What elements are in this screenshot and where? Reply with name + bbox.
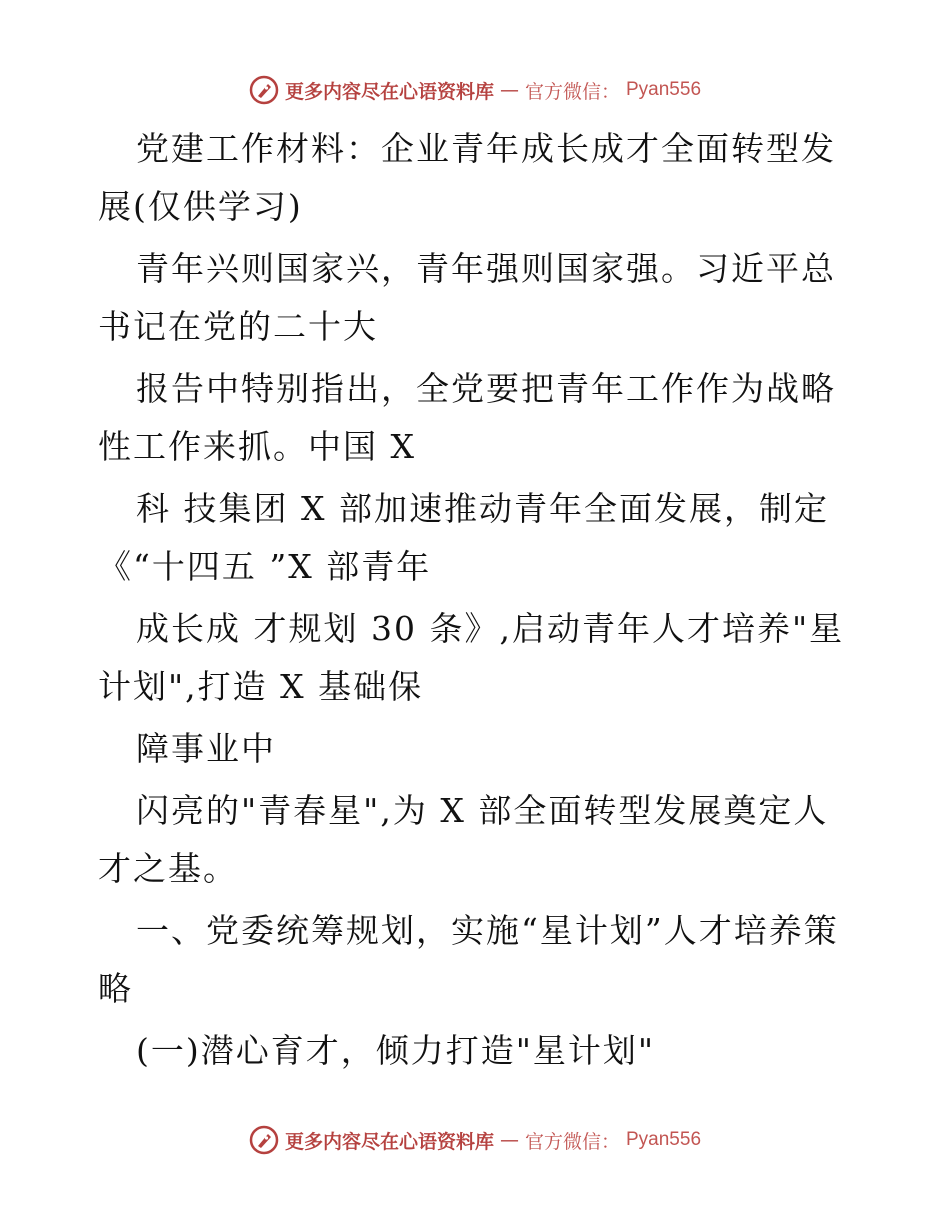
document-title: 党建工作材料：企业青年成长成才全面转型发展(仅供学习) — [98, 129, 836, 226]
document-body — [98, 120, 858, 1080]
watermark-footer — [0, 1120, 950, 1160]
paragraph: 报告中特别指出，全党要把青年工作作为战略性工作来抓。中国 X — [98, 369, 836, 466]
paragraph: 成长成 才规划 30 条》,启动青年人才培养"星计划",打造 X 基础保 — [98, 609, 845, 706]
pen-nib-logo-icon — [249, 75, 279, 105]
section-heading: 一、党委统筹规划，实施“星计划”人才培养策略 — [98, 911, 839, 1008]
paragraph: 青年兴则国家兴，青年强则国家强。习近平总书记在党的二十大 — [98, 249, 836, 346]
paragraph: 科 技集团 X 部加速推动青年全面发展，制定《“十四五 ”X 部青年 — [98, 489, 829, 586]
watermark-wechat-id: Pyan556 — [626, 79, 702, 100]
watermark-header — [0, 70, 950, 110]
watermark-wechat-label: 官方微信： — [524, 80, 620, 103]
paragraph: 闪亮的"青春星",为 X 部全面转型发展奠定人才之基。 — [98, 791, 829, 888]
watermark-site-text: 更多内容尽在心语资料库 — [284, 80, 494, 103]
watermark-wechat-id: Pyan556 — [626, 1129, 702, 1150]
subsection-heading: (一)潜心育才，倾力打造"星计划" — [136, 1031, 656, 1070]
watermark-wechat-label: 官方微信： — [524, 1130, 620, 1153]
watermark-dash: — — [499, 79, 519, 101]
watermark-dash: — — [499, 1129, 519, 1151]
paragraph: 障事业中 — [136, 729, 276, 768]
pen-nib-logo-icon — [249, 1125, 279, 1155]
watermark-site-text: 更多内容尽在心语资料库 — [284, 1130, 494, 1153]
